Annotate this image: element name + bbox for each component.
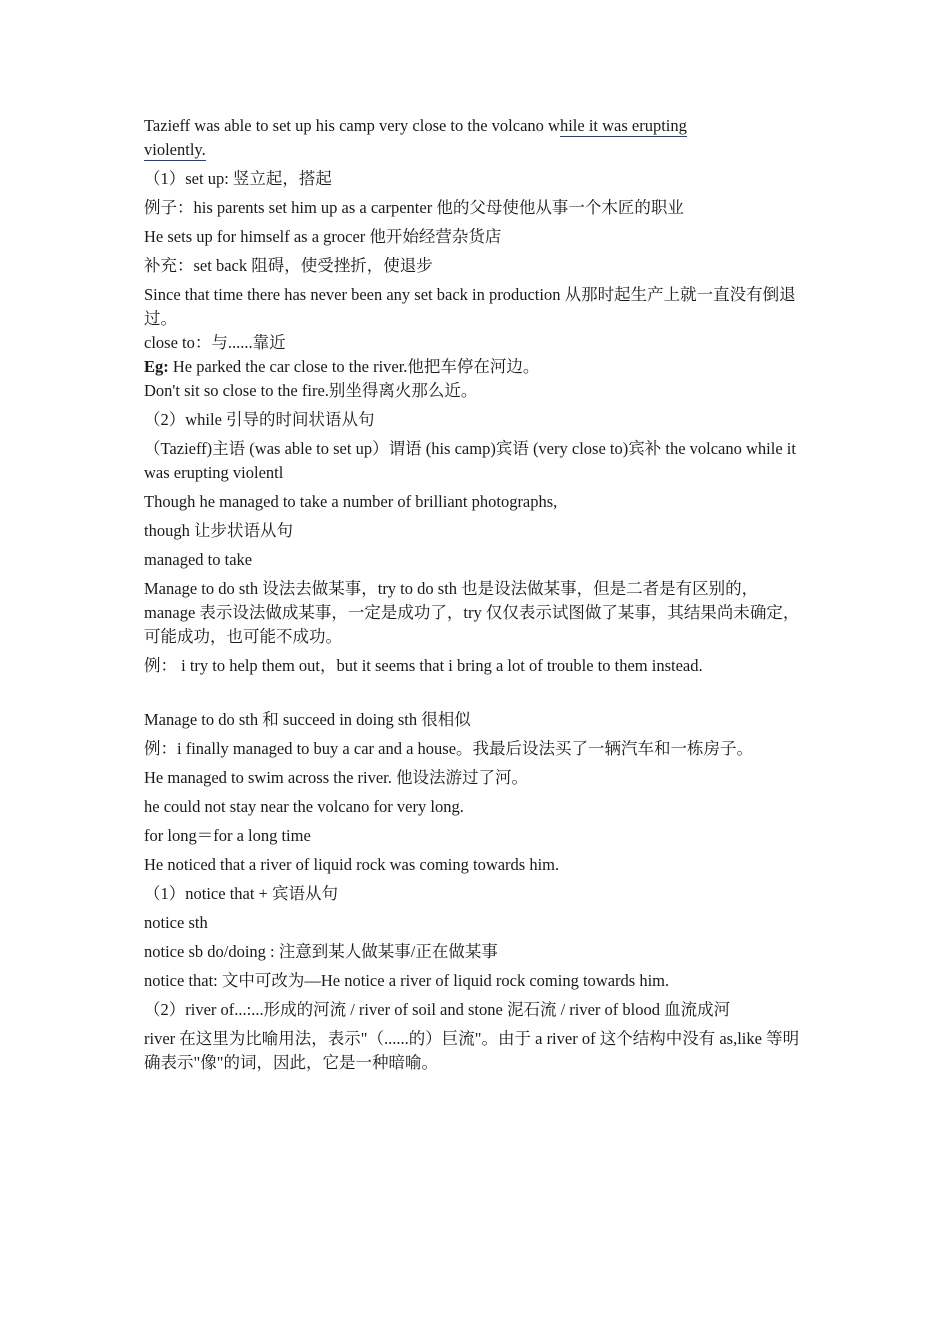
text-run: He parked the car close to the river.他把车停在河边。: [168, 357, 540, 376]
supplement-line: 补充：set back 阻碍，使受挫折，使退步: [144, 256, 433, 275]
note-while: （2）while 引导的时间状语从句: [144, 410, 375, 429]
example-line: Since that time there has never been any set back in production 从那时起生产上就一直没有倒退过。: [144, 285, 796, 328]
eg-label: Eg:: [144, 357, 169, 376]
note-line: notice sb do/doing : 注意到某人做某事/正在做某事: [144, 942, 498, 961]
example-line: 例子：his parents set him up as a carpenter 他的父母使他从事一个木匠的职业: [144, 198, 684, 217]
example-sentence: He noticed that a river of liquid rock was coming towards him.: [144, 855, 560, 874]
example-sentence: he could not stay near the volcano for very long.: [144, 797, 464, 816]
note-line: notice that: 文中可改为—He notice a river of liquid rock coming towards him.: [144, 971, 670, 990]
explanation-paragraph: river 在这里为比喻用法，表示"（......的）巨流"。由于 a river of 这个结构中没有 as,like 等明确表示"像"的词，因此，它是一种暗喻。: [144, 1029, 800, 1072]
note-river-of: （2）river of...:...形成的河流 / river of soil and stone 泥石流 / river of blood 血流成河: [144, 1000, 731, 1019]
document-body: [144, 114, 809, 1080]
example-line: [144, 355, 809, 379]
example-line: Don't sit so close to the fire.别坐得离火那么近。: [144, 381, 478, 400]
sentence-analysis: （Tazieff)主语 (was able to set up）谓语 (his camp)宾语 (very close to)宾补 the volcano while it was erupting violentl: [144, 439, 796, 482]
example-line: 例： i try to help them out，but it seems that i bring a lot of trouble to them instead.: [144, 656, 703, 675]
paragraph-example-sentence: [144, 114, 809, 138]
example-line: He sets up for himself as a grocer 他开始经营杂货店: [144, 227, 502, 246]
text-run: Tazieff was able to set up his camp very close to the volcano w: [144, 116, 560, 135]
underlined-text: violently.: [144, 140, 206, 159]
example-sentence: Though he managed to take a number of brilliant photographs,: [144, 492, 558, 511]
note-notice-that: （1）notice that + 宾语从句: [144, 884, 338, 903]
note-line: notice sth: [144, 913, 208, 932]
note-set-up: （1）set up: 竖立起，搭起: [144, 169, 332, 188]
note-line: Manage to do sth 和 succeed in doing sth 很相似: [144, 710, 471, 729]
explanation-paragraph: Manage to do sth 设法去做某事，try to do sth 也是设法做某事，但是二者是有区别的，manage 表示设法做成某事，一定是成功了，try 仅仅表示试图做了某事，其结果尚未确定，可能成功，也可能不成功。: [144, 579, 800, 646]
paragraph-continuation: [144, 138, 809, 162]
example-line: 例：i finally managed to buy a car and a house。我最后设法买了一辆汽车和一栋房子。: [144, 739, 754, 758]
note-line: for long＝for a long time: [144, 826, 311, 845]
note-line: managed to take: [144, 550, 253, 569]
example-line: He managed to swim across the river. 他设法游过了河。: [144, 768, 529, 787]
underlined-text: hile it was erupting: [559, 116, 687, 135]
note-close-to: close to：与......靠近: [144, 333, 286, 352]
note-line: though 让步状语从句: [144, 521, 293, 540]
